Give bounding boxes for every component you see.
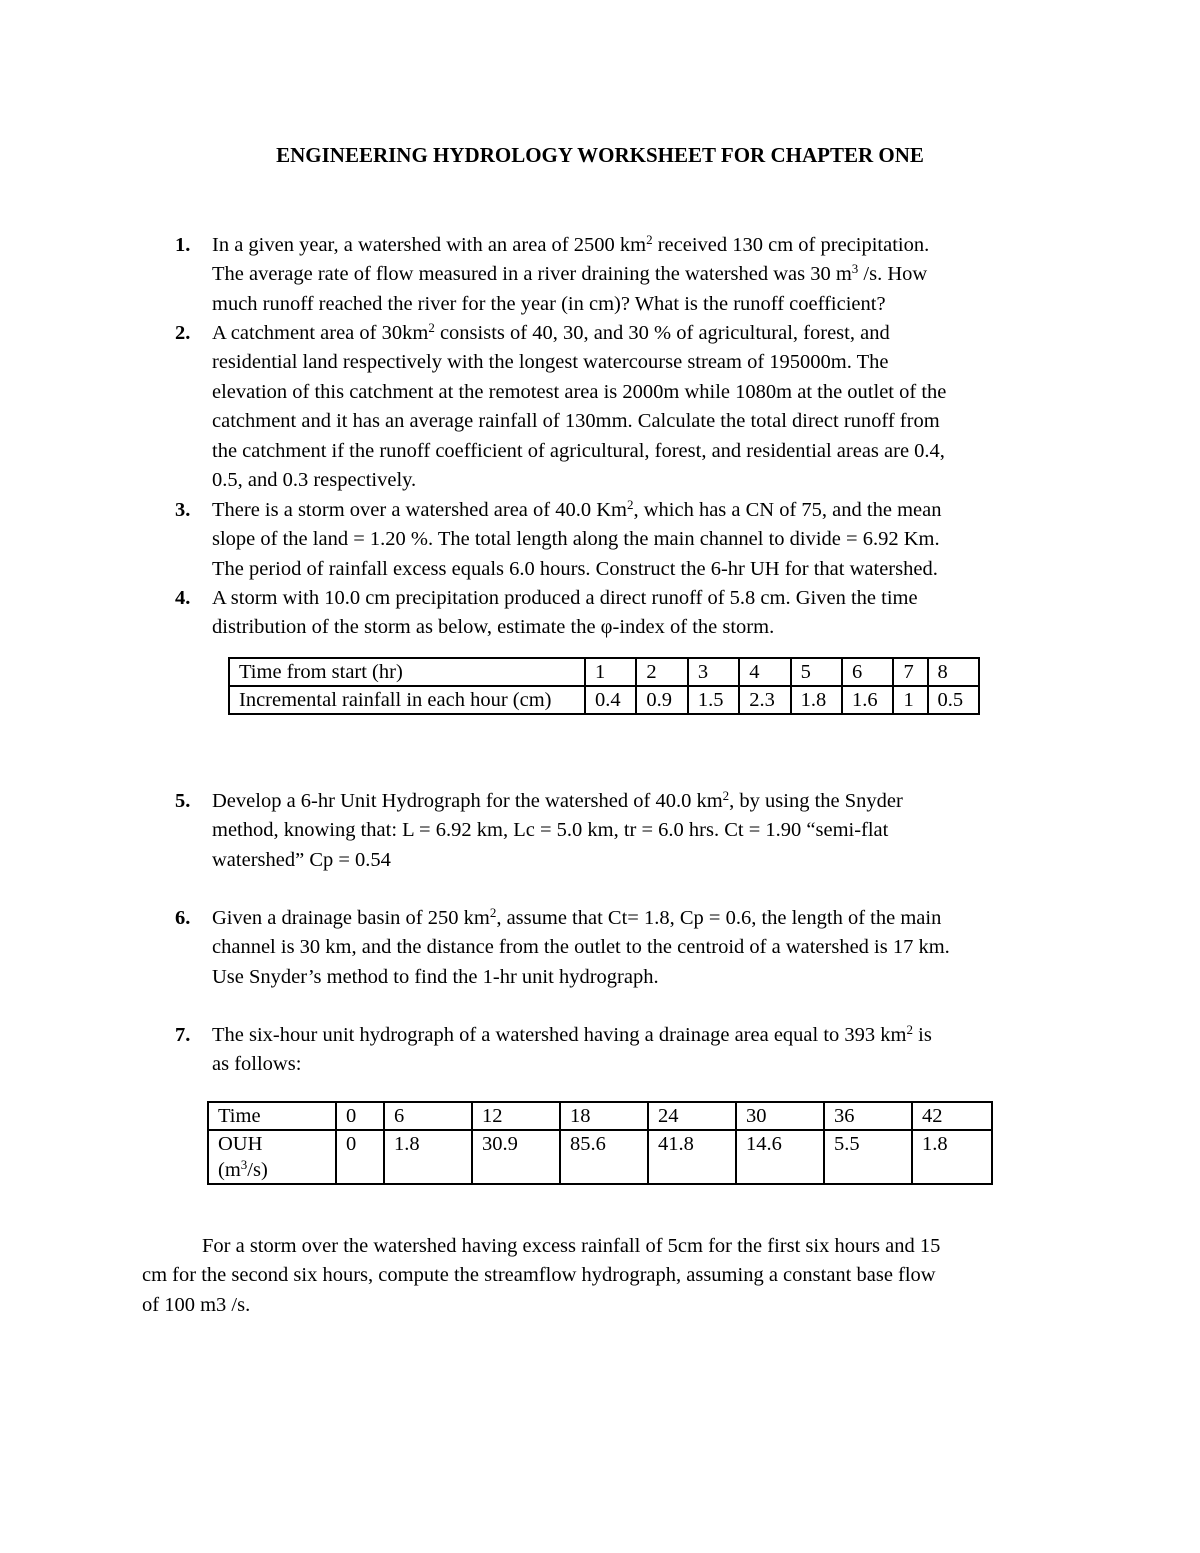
question-number: 7.: [175, 1024, 191, 1046]
table-cell: 1.5: [688, 686, 739, 714]
table-row: [208, 1130, 992, 1184]
paragraph-line: For a storm over the watershed having excess rainfall of 5cm for the first six hours and 15: [202, 1235, 941, 1257]
table-cell: 18: [560, 1102, 648, 1130]
table-cell: 42: [912, 1102, 992, 1130]
table-cell: 5.5: [824, 1130, 912, 1184]
table-cell: 5: [791, 658, 842, 686]
paragraph-line: cm for the second six hours, compute the streamflow hydrograph, assuming a constant base flow: [142, 1264, 936, 1287]
question-text: [212, 319, 1072, 495]
question-line: as follows:: [212, 1053, 302, 1076]
question-number: 5.: [175, 790, 191, 812]
question-number: 1.: [175, 234, 191, 256]
question-line: the catchment if the runoff coefficient of agricultural, forest, and residential areas are 0.4,: [212, 439, 945, 462]
table-cell: 0: [336, 1102, 384, 1130]
table-cell: 7: [893, 658, 927, 686]
question-line: Develop a 6-hr Unit Hydrograph for the watershed of 40.0 $km^2$, by using the Snyder: [212, 788, 903, 812]
worksheet-title: ENGINEERING HYDROLOGY WORKSHEET FOR CHAPTER ONE: [276, 143, 924, 167]
question-line: distribution of the storm as below, estimate the φ-index of the storm.: [212, 616, 775, 639]
table-header-cell: Time: [208, 1102, 336, 1130]
table-cell: 2: [636, 658, 687, 686]
question-line: elevation of this catchment at the remotest area is 2000m while 1080m at the outlet of the: [212, 380, 947, 403]
question-line: The period of rainfall excess equals 6.0 hours. Construct the 6-hr UH for that watershed.: [212, 557, 938, 580]
closing-paragraph: [142, 1232, 1082, 1320]
table-header-cell: OUH $(m^3/s)$: [208, 1130, 336, 1184]
table-cell: 14.6: [736, 1130, 824, 1184]
question-number: 6.: [175, 907, 191, 929]
question-text: [212, 584, 1072, 643]
question-text: [212, 496, 1072, 584]
table-cell: 2.3: [739, 686, 790, 714]
question-number: 4.: [175, 587, 191, 609]
question-text: [212, 231, 1072, 319]
table-cell: 0.4: [585, 686, 636, 714]
table-cell: 1: [585, 658, 636, 686]
table-cell: 4: [739, 658, 790, 686]
question-line: The six-hour unit hydrograph of a watershed having a drainage area equal to 393 $km^2$ is: [212, 1022, 932, 1046]
paragraph-line: of 100 m3 /s.: [142, 1293, 251, 1316]
table-cell: 41.8: [648, 1130, 736, 1184]
question-line: channel is 30 km, and the distance from the outlet to the centroid of a watershed is 17 km.: [212, 936, 950, 959]
question-line: There is a storm over a watershed area of 40.0 Km$^2$, which has a CN of 75, and the mean: [212, 497, 942, 521]
table-header-cell: Incremental rainfall in each hour (cm): [229, 686, 585, 714]
table-cell: 6: [842, 658, 893, 686]
table-row: [229, 658, 979, 686]
table-cell: 6: [384, 1102, 472, 1130]
table-row: [208, 1102, 992, 1130]
question-line: In a given year, a watershed with an area of 2500 $km^2$ received 130 cm of precipitation.: [212, 232, 930, 256]
table-cell: 85.6: [560, 1130, 648, 1184]
table-cell: 1.8: [384, 1130, 472, 1184]
table-cell: 0: [336, 1130, 384, 1184]
table-cell: 12: [472, 1102, 560, 1130]
question-line: 0.5, and 0.3 respectively.: [212, 469, 417, 492]
table-cell: 1.6: [842, 686, 893, 714]
table-header-cell: Time from start (hr): [229, 658, 585, 686]
question-text: [212, 1021, 1072, 1080]
question-line: method, knowing that: L = 6.92 km, Lc = 5.0 km, tr = 6.0 hrs. Ct = 1.90 “semi-flat: [212, 819, 889, 842]
question-line: catchment and it has an average rainfall of 130mm. Calculate the total direct runoff from: [212, 410, 940, 433]
question-line: The average rate of flow measured in a river draining the watershed was 30 $m^3$ /s. How: [212, 261, 928, 286]
question-line: A catchment area of $30km^2$ consists of 40, 30, and 30 % of agricultural, forest, and: [212, 320, 890, 344]
question-line: watershed” Cp = 0.54: [212, 848, 391, 871]
table-cell: 30.9: [472, 1130, 560, 1184]
question-line: A storm with 10.0 cm precipitation produced a direct runoff of 5.8 cm. Given the time: [212, 587, 918, 609]
question-text: [212, 904, 1072, 992]
question-line: Given a drainage basin of 250 $km^2$, assume that Ct= 1.8, Cp = 0.6, the length of the main: [212, 905, 942, 929]
table-cell: 0.5: [928, 686, 979, 714]
table-cell: 8: [928, 658, 979, 686]
question-number: 3.: [175, 499, 191, 521]
table-cell: 0.9: [636, 686, 687, 714]
question-line: much runoff reached the river for the year (in cm)? What is the runoff coefficient?: [212, 292, 886, 315]
question-number: 2.: [175, 322, 191, 344]
table-cell: 1: [893, 686, 927, 714]
question-text: [212, 787, 1072, 875]
table-cell: 1.8: [912, 1130, 992, 1184]
table-cell: 30: [736, 1102, 824, 1130]
table-cell: 24: [648, 1102, 736, 1130]
table-cell: 3: [688, 658, 739, 686]
question-line: residential land respectively with the longest watercourse stream of 195000m. The: [212, 351, 889, 374]
question-line: slope of the land = 1.20 %. The total length along the main channel to divide = 6.92 Km.: [212, 528, 940, 551]
table-cell: 36: [824, 1102, 912, 1130]
rainfall-table: [228, 657, 980, 715]
table-row: [229, 686, 979, 714]
question-line: Use Snyder’s method to find the 1-hr unit hydrograph.: [212, 965, 659, 988]
ouh-table: [207, 1101, 993, 1185]
table-cell: 1.8: [791, 686, 842, 714]
